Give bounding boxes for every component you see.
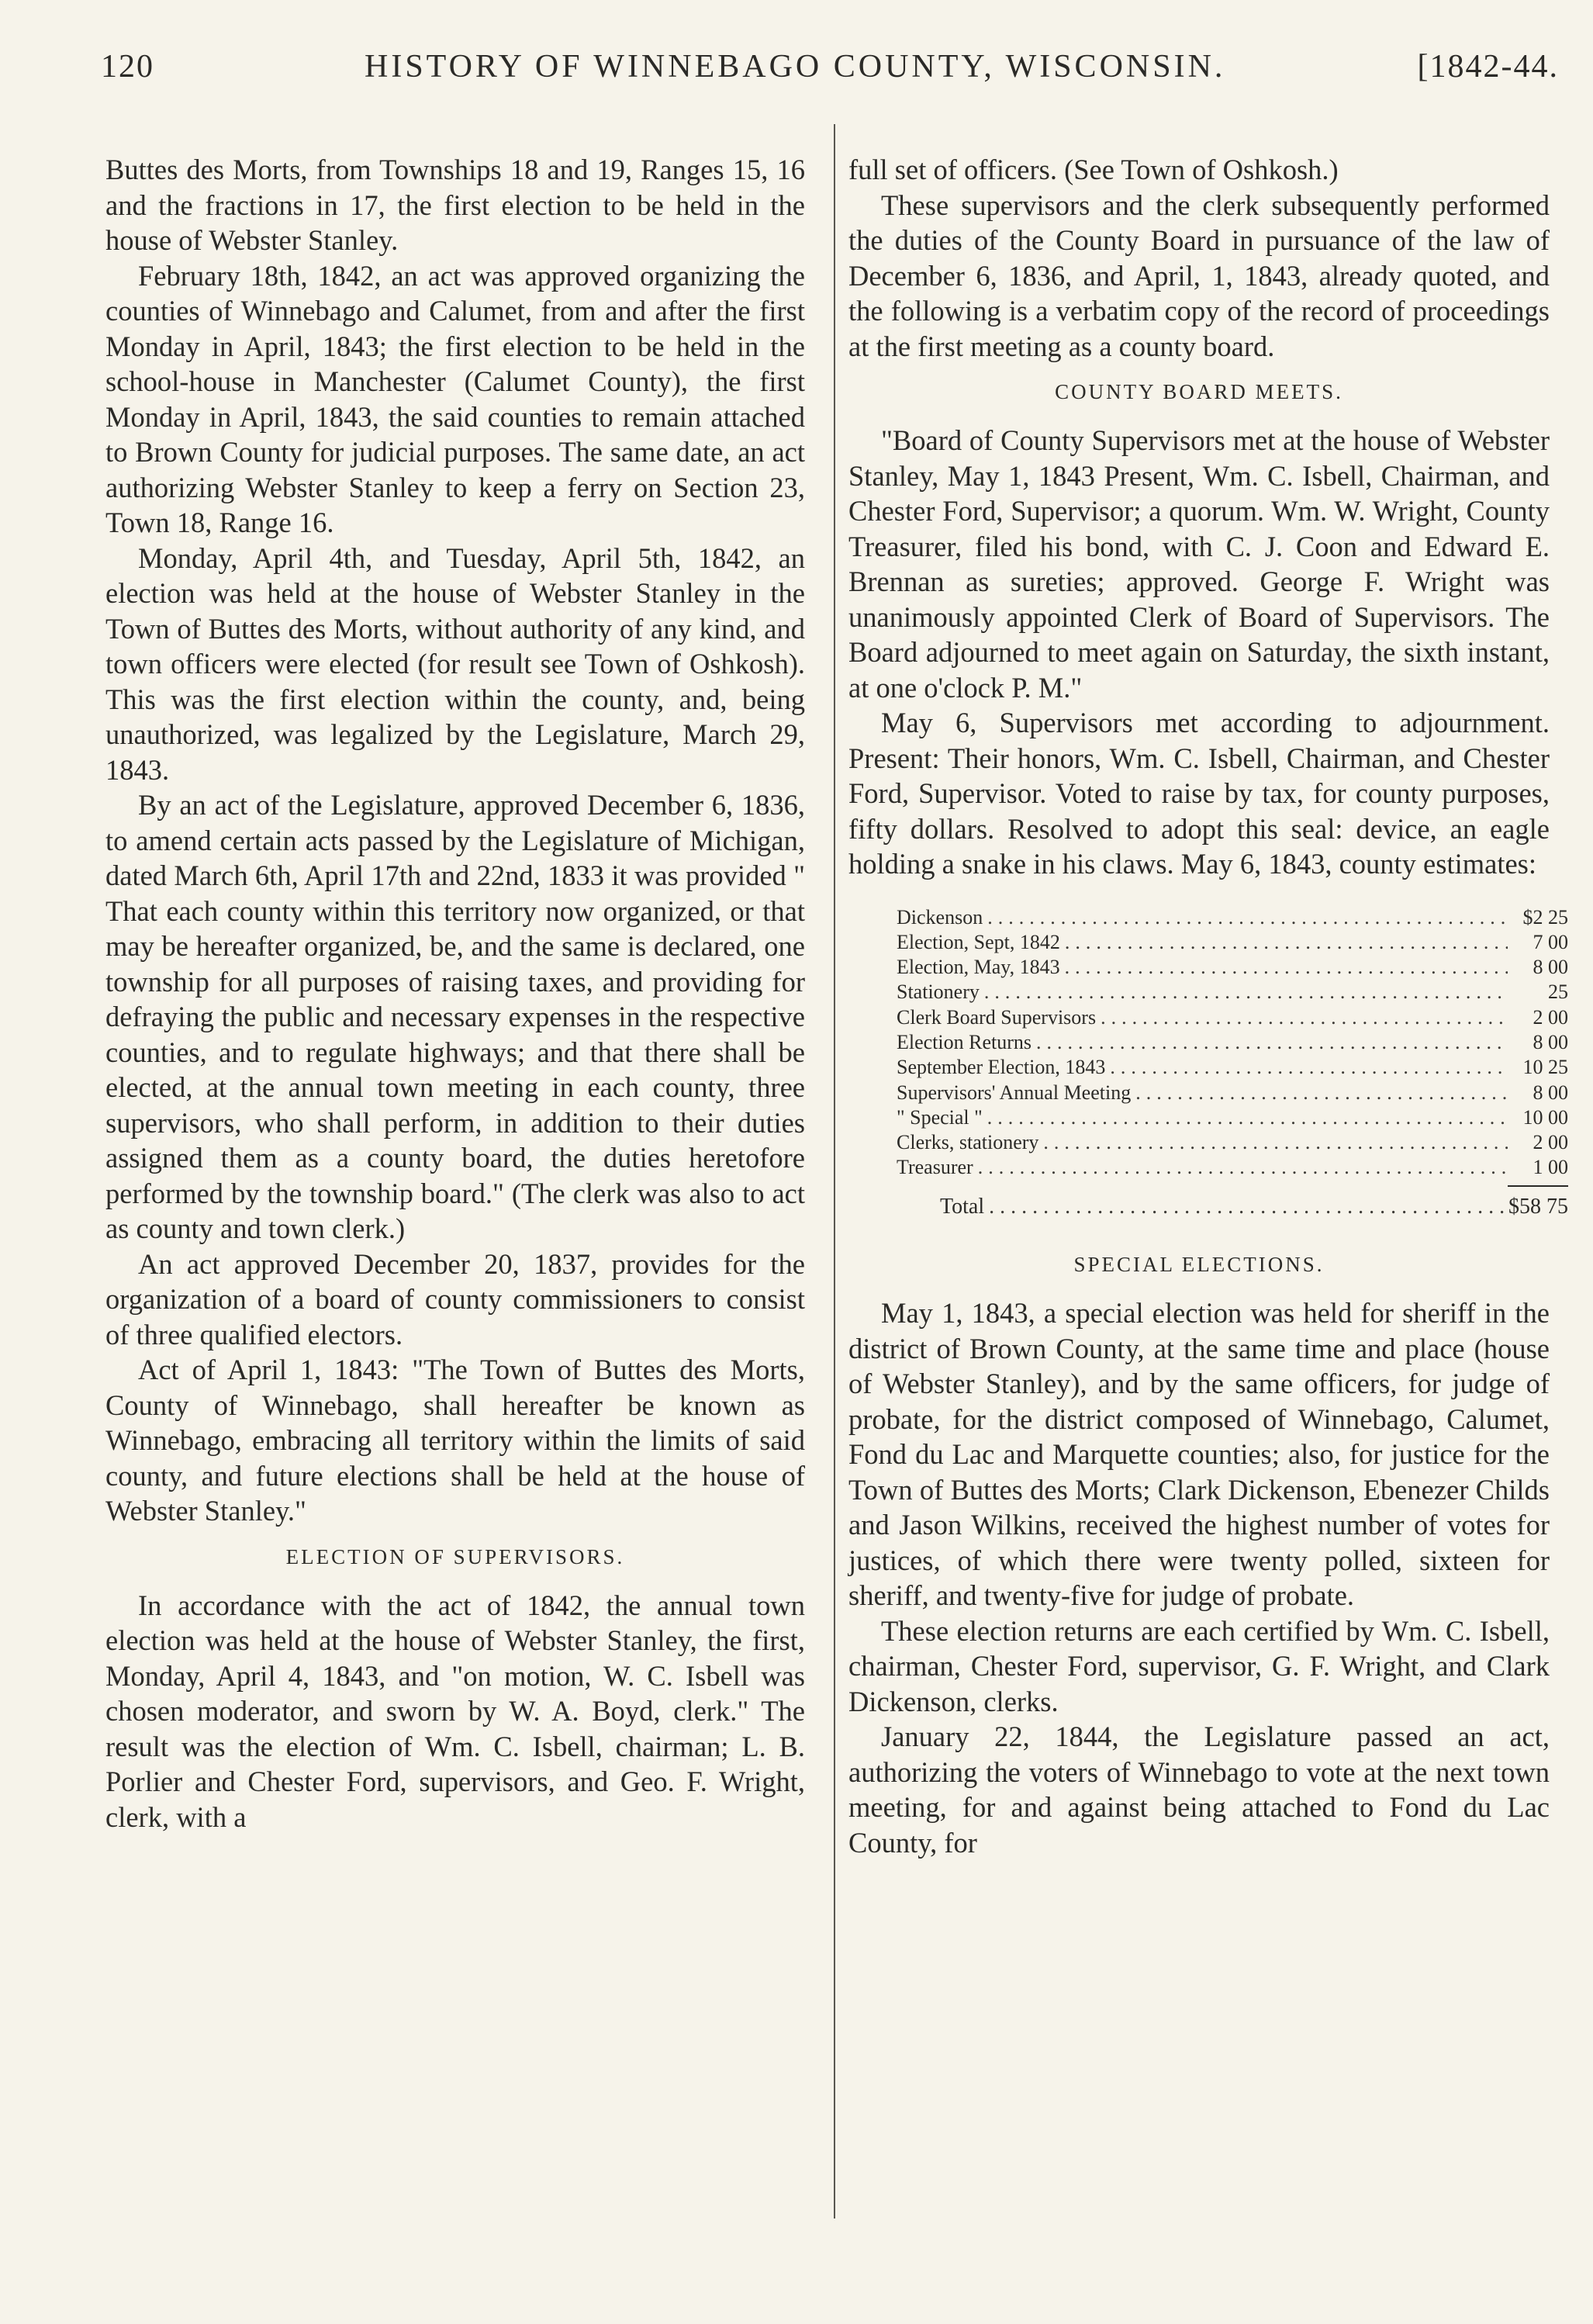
estimate-row <box>897 930 1568 955</box>
section-heading: COUNTY BOARD MEETS. <box>1055 380 1343 403</box>
leader-dots <box>978 1155 1508 1180</box>
estimate-row <box>897 1155 1568 1180</box>
county-estimates-table <box>897 905 1568 1220</box>
estimate-row <box>897 980 1568 1005</box>
estimate-label: Election, May, 1843 <box>897 956 1060 979</box>
estimate-row <box>897 1055 1568 1080</box>
section-heading: ELECTION OF SUPERVISORS. <box>285 1544 625 1568</box>
leader-dots <box>1065 930 1508 955</box>
estimate-row <box>897 1030 1568 1055</box>
estimate-label: Stationery <box>897 980 980 1004</box>
leader-dots <box>1036 1030 1508 1055</box>
leader-dots <box>1101 1005 1508 1030</box>
paragraph: These supervisors and the clerk subsequently performed the duties of the County Board in pursuance of the law of December 6, 1836, and April, 1, 1843, already quoted, and the following is a verbatim copy of the record of proceedings at the first meeting as a county board. <box>848 188 1550 362</box>
estimate-label: Supervisors' Annual Meeting <box>897 1081 1132 1104</box>
leader-dots <box>1065 955 1508 980</box>
estimate-amount: $2 25 <box>1522 905 1568 929</box>
estimate-label: " Special " <box>897 1105 983 1129</box>
estimate-amount: 1 00 <box>1533 1156 1568 1179</box>
estimate-label: Election Returns <box>897 1030 1032 1053</box>
paragraph: January 22, 1844, the Legislature passed an act, authorizing the voters of Winnebago to vote at the next town meeting, for and against being attached to Fond du Lac County, for <box>848 1721 1550 1859</box>
estimate-amount: 25 <box>1548 980 1568 1004</box>
running-header <box>101 48 1559 95</box>
right-column <box>848 152 1568 1860</box>
estimates-total-row <box>897 1195 1568 1219</box>
paragraph: An act approved December 20, 1837, provides for the organization of a board of county commissioners to consist of three qualified electors. <box>105 1247 805 1350</box>
estimate-amount: 8 00 <box>1533 956 1568 979</box>
paragraph: "Board of County Supervisors met at the house of Webster Stanley, May 1, 1843 Present, Wm. C. Isbell, Chairman, and Chester Ford, Supervisor; a quorum. Wm. W. Wright, County Treasurer, filed his bond, with C. J. Coon and Edward E. Brennan as sureties; approved. George F. Wright was unanimously appointed Clerk of Board of Supervisors. The Board adjourned to meet again on Saturday, the sixth instant, at one o'clock P. M." <box>848 424 1550 704</box>
paragraph: Buttes des Morts, from Townships 18 and 19, Ranges 15, 16 and the fractions in 17, the first election to be held in the house of Webster Stanley. <box>105 154 805 256</box>
leader-dots <box>987 1105 1508 1130</box>
estimate-label: Treasurer <box>897 1156 973 1179</box>
paragraph: full set of officers. (See Town of Oshkosh.) <box>848 154 1339 185</box>
page-number: 120 <box>101 49 154 85</box>
section-heading: SPECIAL ELECTIONS. <box>1073 1253 1325 1277</box>
leader-dots <box>984 980 1508 1005</box>
leader-dots <box>987 905 1508 930</box>
estimate-label: Dickenson <box>897 905 983 929</box>
estimate-row <box>897 955 1568 980</box>
estimate-amount: 10 00 <box>1522 1105 1568 1129</box>
left-column <box>105 152 805 1835</box>
estimate-row <box>897 1081 1568 1105</box>
date-range: [1842-44. <box>1417 49 1559 85</box>
leader-dots <box>1110 1055 1508 1080</box>
estimate-label: Election, Sept, 1842 <box>897 930 1060 953</box>
estimate-row <box>897 1105 1568 1130</box>
leader-dots <box>1135 1081 1508 1105</box>
paragraph: By an act of the Legislature, approved December 6, 1836, to amend certain acts passed by the Legislature of Michigan, dated March 6th, April 17th and 22nd, 1833 it was provided " That each county within this territory now organized, or that may be hereafter organized, be, and the same is declared, one township for all purposes of raising taxes, and providing for defraying the public and necessary expenses in the respective counties, and to regulate highways; and that there shall be elected, at the annual town meeting in each county, three supervisors, who shall perform, in addition to their duties assigned them as a county board, the duties heretofore performed by the township board." (The clerk was also to act as county and town clerk.) <box>105 789 805 1244</box>
paragraph: In accordance with the act of 1842, the annual town election was held at the house of Webster Stanley, the first, Monday, April 4, 1843, and "on motion, W. C. Isbell was chosen moderator, and sworn by W. A. Boyd, clerk." The result was the election of Wm. C. Isbell, chairman; L. B. Porlier and Chester Ford, supervisors, and Geo. F. Wright, clerk, with a <box>105 1589 805 1833</box>
estimate-label: September Election, 1843 <box>897 1056 1106 1079</box>
paragraph: May 6, Supervisors met according to adjournment. Present: Their honors, Wm. C. Isbell, Chairman, and Chester Ford, Supervisor. Voted to raise by tax, for county purposes, fifty dollars. Resolved to adopt this seal: device, an eagle holding a snake in his claws. May 6, 1843, county estimates: <box>848 707 1550 880</box>
estimate-amount: 10 25 <box>1522 1056 1568 1079</box>
estimate-amount: 8 00 <box>1533 1030 1568 1053</box>
estimate-amount: 2 00 <box>1533 1005 1568 1029</box>
estimate-label: Clerks, stationery <box>897 1131 1039 1154</box>
paragraph: Monday, April 4th, and Tuesday, April 5th, 1842, an election was held at the house of Webster Stanley in the Town of Buttes des Morts, without authority of any kind, and town officers were elected (for result see Town of Oshkosh). This was the first election within the county, and, being unauthorized, was legalized by the Legislature, March 29, 1843. <box>105 541 805 786</box>
estimate-row <box>897 1005 1568 1030</box>
leader-dots <box>989 1195 1508 1219</box>
running-title: HISTORY OF WINNEBAGO COUNTY, WISCONSIN. <box>365 49 1226 85</box>
paragraph: February 18th, 1842, an act was approved organizing the counties of Winnebago and Calumet, from and after the first Monday in April, 1843; the first election to be held in the school-house in Manchester (Calumet County), the first Monday in April, 1843, the said counties to remain attached to Brown County for judicial purposes. The same date, an act authorizing Webster Stanley to keep a ferry on Section 23, Town 18, Range 16. <box>105 259 805 538</box>
paragraph: Act of April 1, 1843: "The Town of Buttes des Morts, County of Winnebago, shall hereafter be known as Winnebago, embracing all territory within the limits of said county, and future elections shall be held at the house of Webster Stanley." <box>105 1354 805 1527</box>
estimate-row <box>897 1130 1568 1155</box>
estimate-amount: 2 00 <box>1533 1131 1568 1154</box>
estimate-amount: 8 00 <box>1533 1081 1568 1104</box>
leader-dots <box>1043 1130 1508 1155</box>
column-divider <box>834 124 835 2219</box>
total-amount: $58 75 <box>1508 1194 1568 1219</box>
estimate-row <box>897 905 1568 930</box>
sum-rule <box>1508 1185 1568 1187</box>
total-label: Total <box>940 1194 985 1219</box>
paragraph: May 1, 1843, a special election was held for sheriff in the district of Brown County, at the same time and place (house of Webster Stanley), and by the same officers, for judge of probate, for the district composed of Winnebago, Calumet, Fond du Lac and Marquette counties; also, for justice for the Town of Buttes des Morts; Clark Dickenson, Ebenezer Childs and Jason Wilkins, received the highest number of votes for justices, of which there were twenty polled, sixteen for sheriff, and twenty-five for judge of probate. <box>848 1297 1550 1612</box>
paragraph: These election returns are each certified by Wm. C. Isbell, chairman, Chester Ford, supervisor, G. F. Wright, and Clark Dickenson, clerks. <box>848 1614 1550 1717</box>
estimate-amount: 7 00 <box>1533 930 1568 953</box>
estimate-label: Clerk Board Supervisors <box>897 1005 1097 1029</box>
